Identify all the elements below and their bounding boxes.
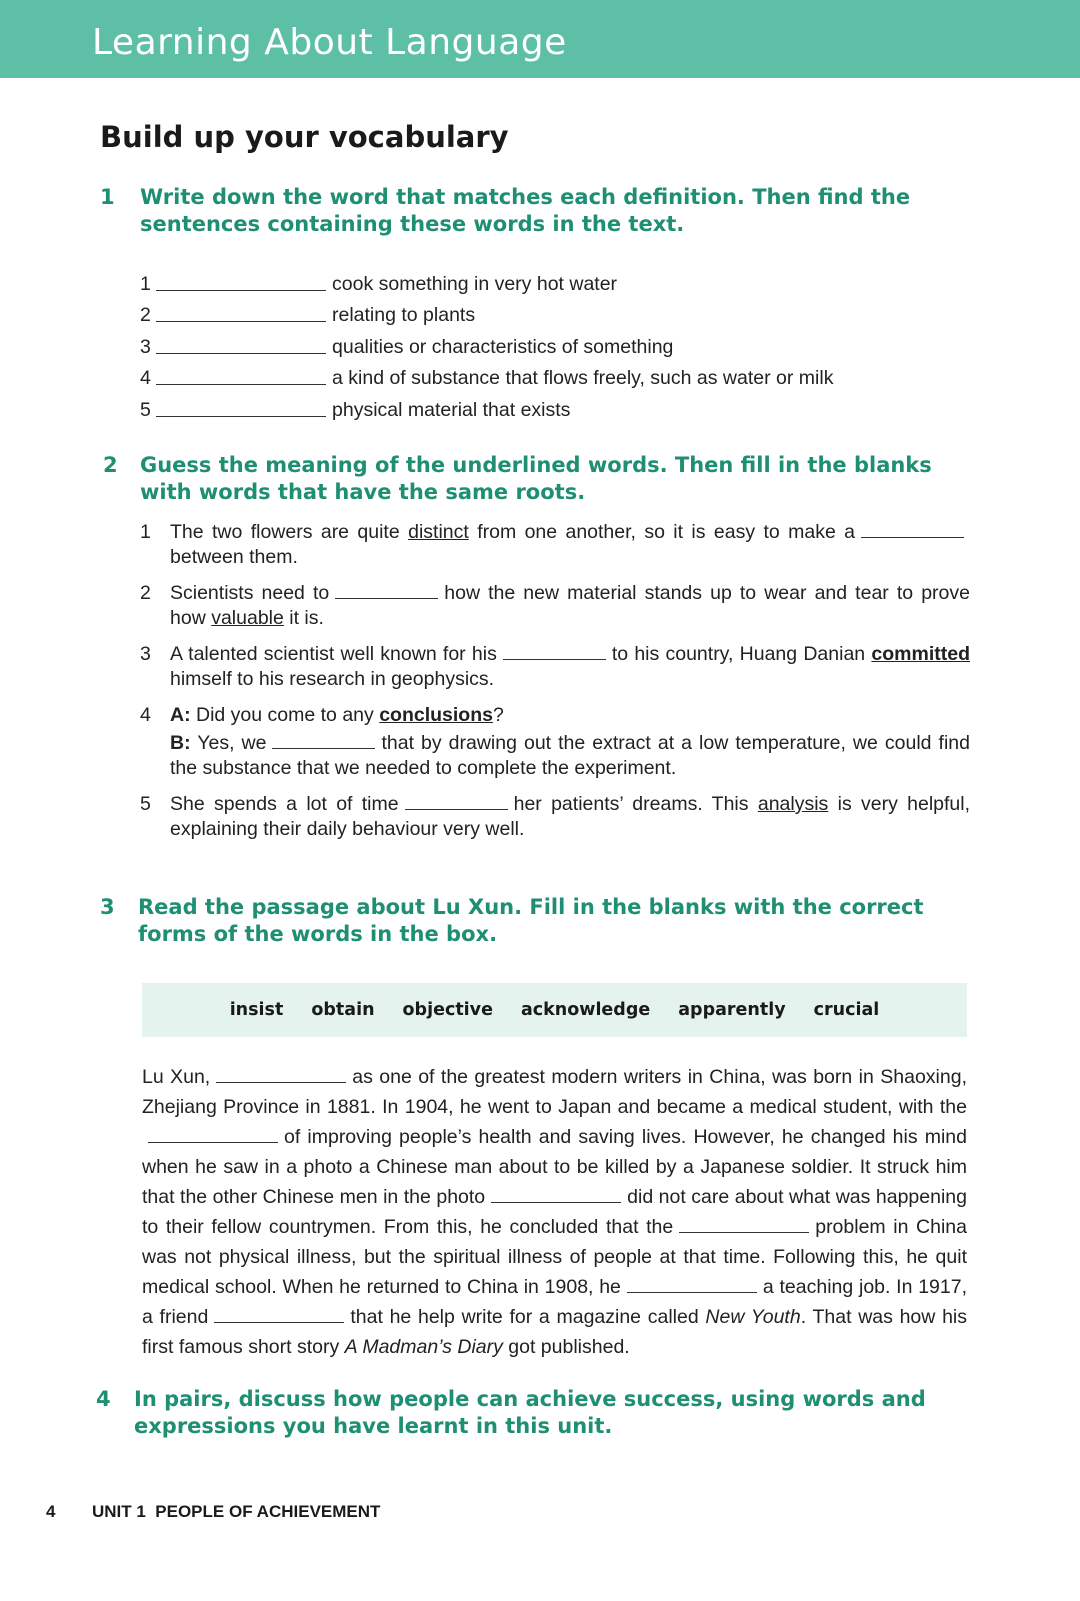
definition-text: a kind of substance that flows freely, such as water or milk [332,367,834,389]
answer-blank[interactable] [214,1322,344,1323]
item-number: 3 [140,335,151,358]
answer-blank[interactable] [627,1292,757,1293]
item-number: 5 [140,398,151,421]
question-text: to his country, Huang Danian [611,643,866,665]
task2-instruction: Guess the meaning of the underlined words. Then fill in the blanks with words that have the same roots. [140,453,932,504]
question-text: himself to his research in geophysics. [170,668,495,690]
passage-text: got published. [508,1336,630,1358]
answer-blank[interactable] [156,290,326,291]
definition-text: relating to plants [332,304,476,326]
question-text: Yes, we [197,732,267,754]
task1-number: 1 [100,185,115,209]
question-item [140,703,970,781]
answer-blank[interactable] [148,1142,278,1143]
passage-text: a teaching job. In 1917, a friend [142,1276,967,1328]
word-box-item: objective [402,1000,493,1020]
question-text: Did you come to any [196,704,374,726]
passage-text: as one of the greatest modern writers in China, was born in Shaoxing, Zhejiang Province in 1881. In 1904, he went to Japan and became a medical student, with the [142,1066,967,1118]
question-text: her patients’ dreams. This [513,793,749,815]
question-text: that by drawing out the extract at a low temperature, we could find the substance that we needed to complete the experiment. [170,732,970,779]
definition-text: qualities or characteristics of something [332,335,674,358]
underlined-word: analysis [757,793,829,815]
task1-instruction: Write down the word that matches each definition. Then find the sentences containing these words in the text. [140,185,911,236]
question-number: 3 [140,643,151,665]
lu-xun-passage [142,1062,967,1362]
answer-blank[interactable] [156,384,326,385]
word-box [142,983,967,1037]
passage-text: that he help write for a magazine called [350,1306,699,1328]
definition-text: physical material that exists [332,398,571,421]
magazine-title: New Youth [705,1306,801,1328]
dialogue-line-b [170,731,970,781]
dialogue-line-a [170,703,970,728]
passage-text: problem in China was not physical illness, but the spiritual illness of people at that time. Following this, he quit medical school. When he returned to China in 1908, he [142,1216,967,1298]
passage-text: . That was how his first famous short story [142,1306,968,1358]
underlined-word: valuable [211,607,284,629]
question-text: from one another, so it is easy to make a [477,521,856,543]
question-item [140,520,970,570]
passage-text: did not care about what was happening to their fellow countrymen. From this, he concluded that the [142,1186,967,1238]
page-number: 4 [46,1502,56,1521]
speaker-label: A: [170,704,191,726]
question-item [140,581,970,631]
item-number: 2 [140,304,151,326]
word-box-item: crucial [813,1000,880,1020]
question-item [140,792,970,842]
header-banner [0,0,1080,78]
passage-text: Lu Xun, [142,1066,211,1088]
list-item [140,264,833,296]
answer-blank[interactable] [216,1082,346,1083]
word-box-item: obtain [311,1000,375,1020]
item-number: 4 [140,367,151,389]
task3-instruction: Read the passage about Lu Xun. Fill in the blanks with the correct forms of the words in the box. [138,895,924,946]
definition-text: cook something in very hot water [332,272,618,295]
unit-label: UNIT 1 PEOPLE OF ACHIEVEMENT [92,1502,381,1521]
question-number: 1 [140,521,151,543]
section-title: Build up your vocabulary [100,120,509,154]
word-box-item: apparently [678,1000,786,1020]
answer-blank[interactable] [679,1232,809,1233]
underlined-word: conclusions [379,704,493,726]
task2-question-list [140,520,970,853]
answer-blank[interactable] [335,598,438,599]
question-text: The two flowers are quite [170,521,400,543]
page-header-title: Learning About Language [92,22,567,63]
list-item [140,296,833,328]
word-box-item: acknowledge [520,1000,651,1020]
answer-blank[interactable] [405,809,508,810]
task3-number: 3 [100,895,115,919]
answer-blank[interactable] [503,659,606,660]
question-text: how the new material stands up to wear and tear to prove how [170,582,970,629]
underlined-word: committed [871,643,970,665]
question-item [140,642,970,692]
list-item [140,359,833,391]
answer-blank[interactable] [861,537,964,538]
answer-blank[interactable] [272,748,375,749]
answer-blank[interactable] [156,416,326,417]
answer-blank[interactable] [156,321,326,322]
question-text: ? [492,704,504,726]
passage-text: of improving people’s health and saving lives. However, he changed his mind when he saw in a photo a Chinese man about to be killed by a Japanese soldier. It struck him that the other Chinese men in the photo [142,1126,967,1208]
question-text: is very helpful, explaining their daily behaviour very well. [170,793,971,840]
speaker-label: B: [170,732,191,754]
story-title: A Madman’s Diary [344,1336,503,1358]
answer-blank[interactable] [156,353,326,354]
answer-blank[interactable] [491,1202,621,1203]
question-text: A talented scientist well known for his [170,643,497,665]
question-number: 2 [140,582,151,604]
question-text: it is. [289,607,324,629]
underlined-word: distinct [408,521,469,543]
word-box-item: insist [229,1000,284,1020]
question-text: She spends a lot of time [170,793,399,815]
question-text: between them. [170,546,298,568]
item-number: 1 [140,272,151,295]
task4-number: 4 [96,1387,111,1411]
list-item [140,390,833,422]
question-number: 5 [140,793,151,815]
task1-definition-list [140,264,833,422]
task2-number: 2 [103,453,118,477]
task4-instruction: In pairs, discuss how people can achieve success, using words and expressions you have learnt in this unit. [134,1387,926,1438]
list-item [140,327,833,359]
question-text: Scientists need to [170,582,330,604]
question-number: 4 [140,704,151,726]
